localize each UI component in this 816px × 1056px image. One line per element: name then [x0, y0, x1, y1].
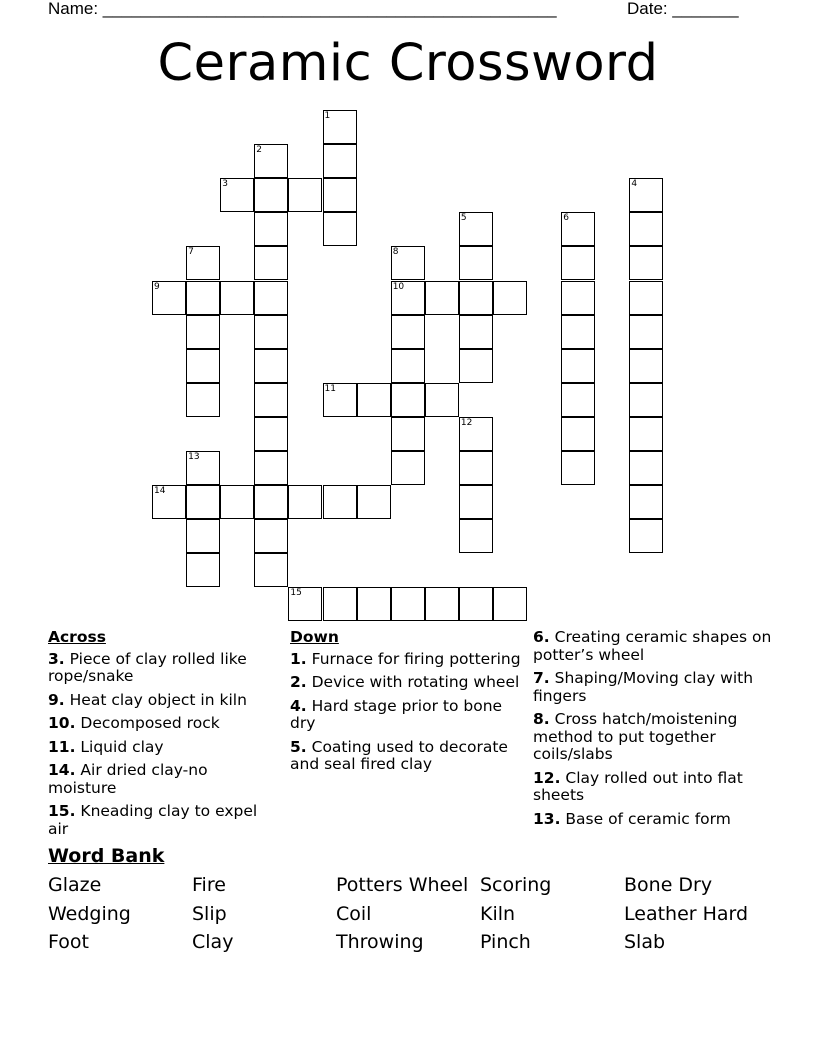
grid-cell[interactable] [561, 212, 595, 246]
bank-word: Throwing [336, 931, 424, 953]
grid-cell[interactable] [391, 246, 425, 280]
grid-cell[interactable] [323, 110, 357, 144]
cell-number: 5 [460, 213, 467, 224]
clue-number: 14. [48, 761, 76, 779]
grid-cell[interactable] [459, 246, 493, 280]
grid-cell[interactable] [391, 315, 425, 349]
cell-number: 10 [392, 281, 405, 292]
grid-cell[interactable] [561, 246, 595, 280]
grid-cell[interactable] [254, 212, 288, 246]
clue-across-3 [48, 651, 278, 686]
grid-cell[interactable] [323, 383, 357, 417]
grid-cell[interactable] [288, 178, 322, 212]
clue-number: 4. [290, 696, 307, 715]
grid-cell[interactable] [357, 383, 391, 417]
grid-cell[interactable] [254, 178, 288, 212]
clue-number: 15. [48, 802, 76, 820]
cell-number: 7 [188, 247, 194, 258]
grid-cell[interactable] [561, 315, 595, 349]
grid-cell[interactable] [323, 178, 357, 212]
grid-cell[interactable] [459, 587, 493, 621]
clue-number: 13. [533, 809, 561, 828]
grid-cell[interactable] [391, 349, 425, 383]
grid-cell[interactable] [220, 485, 254, 519]
grid-cell[interactable] [254, 144, 288, 178]
clue-text: Air dried clay-no moisture [48, 761, 208, 797]
grid-cell[interactable] [459, 281, 493, 315]
clue-down-8 [533, 711, 773, 764]
grid-cell[interactable] [254, 485, 288, 519]
cell-number: 9 [154, 281, 160, 292]
bank-word: Glaze [48, 874, 102, 896]
clue-down-5 [290, 739, 525, 774]
grid-cell[interactable] [391, 417, 425, 451]
grid-cell[interactable] [323, 212, 357, 246]
page-title: Ceramic Crossword [157, 34, 659, 93]
grid-cell[interactable] [629, 315, 663, 349]
bank-word: Fire [192, 874, 226, 896]
clue-number: 10. [48, 714, 76, 732]
clue-number: 2. [290, 673, 307, 691]
clue-across-11 [48, 739, 278, 757]
grid-cell[interactable] [186, 451, 220, 485]
date-field-label: Date: _______ [627, 0, 739, 18]
grid-cell[interactable] [459, 451, 493, 485]
grid-cell[interactable] [254, 246, 288, 280]
grid-cell[interactable] [323, 485, 357, 519]
bank-word: Potters Wheel [336, 874, 469, 896]
grid-cell[interactable] [629, 349, 663, 383]
down-heading: Down [290, 628, 339, 646]
grid-cell[interactable] [357, 587, 391, 621]
grid-cell[interactable] [220, 281, 254, 315]
clue-text: Clay rolled out into flat sheets [533, 768, 743, 804]
bank-word: Slab [624, 931, 666, 953]
grid-cell[interactable] [561, 451, 595, 485]
grid-cell[interactable] [561, 281, 595, 315]
grid-cell[interactable] [629, 383, 663, 417]
cell-number: 12 [460, 417, 473, 428]
grid-cell[interactable] [629, 246, 663, 280]
grid-cell[interactable] [459, 519, 493, 553]
grid-cell[interactable] [254, 417, 288, 451]
cell-number: 14 [154, 486, 166, 497]
grid-cell[interactable] [254, 281, 288, 315]
grid-cell[interactable] [391, 281, 425, 315]
clue-number: 9. [48, 690, 65, 709]
grid-cell[interactable] [186, 383, 220, 417]
grid-cell[interactable] [629, 281, 663, 315]
clue-text: Piece of clay rolled like rope/snake [48, 649, 247, 685]
grid-cell[interactable] [629, 519, 663, 553]
clue-across-14 [48, 762, 278, 797]
clue-text: Decomposed rock [80, 714, 220, 732]
grid-cell[interactable] [254, 553, 288, 587]
grid-cell[interactable] [186, 553, 220, 587]
bank-word: Kiln [480, 903, 516, 925]
grid-cell[interactable] [629, 417, 663, 451]
clue-down-13 [533, 811, 773, 829]
grid-cell[interactable] [152, 281, 186, 315]
clue-text: Creating ceramic shapes on potter’s wheel [533, 628, 772, 664]
clue-across-9 [48, 692, 278, 710]
word-bank-heading: Word Bank [48, 845, 165, 867]
clue-number: 6. [533, 628, 550, 646]
clue-across-10 [48, 715, 278, 733]
clue-number: 11. [48, 737, 76, 756]
bank-word: Wedging [48, 903, 131, 925]
clue-number: 7. [533, 669, 550, 687]
grid-cell[interactable] [459, 315, 493, 349]
grid-cell[interactable] [288, 587, 322, 621]
clue-text: Heat clay object in kiln [69, 690, 247, 709]
clue-text: Base of ceramic form [565, 809, 731, 828]
clue-down-4 [290, 698, 525, 733]
grid-cell[interactable] [391, 451, 425, 485]
grid-cell[interactable] [391, 383, 425, 417]
grid-cell[interactable] [459, 349, 493, 383]
clue-number: 12. [533, 768, 561, 787]
grid-cell[interactable] [254, 519, 288, 553]
bank-word: Foot [48, 931, 89, 953]
bank-word: Pinch [480, 931, 531, 953]
grid-cell[interactable] [323, 587, 357, 621]
grid-cell[interactable] [186, 349, 220, 383]
grid-cell[interactable] [459, 485, 493, 519]
grid-cell[interactable] [629, 485, 663, 519]
cell-number: 3 [222, 179, 228, 190]
cell-number: 15 [290, 588, 302, 599]
across-clues [48, 629, 278, 844]
cell-number: 13 [188, 452, 200, 462]
clue-text: Hard stage prior to bone dry [290, 696, 503, 732]
grid-cell[interactable] [561, 383, 595, 417]
cell-number: 11 [324, 383, 336, 394]
grid-cell[interactable] [323, 144, 357, 178]
grid-cell[interactable] [254, 315, 288, 349]
clue-down-1 [290, 651, 525, 669]
down-clues-continued [533, 629, 773, 834]
grid-cell[interactable] [561, 417, 595, 451]
grid-cell[interactable] [561, 349, 595, 383]
grid-cell[interactable] [459, 212, 493, 246]
grid-cell[interactable] [493, 281, 527, 315]
grid-cell[interactable] [493, 587, 527, 621]
grid-cell[interactable] [425, 383, 459, 417]
bank-word: Scoring [480, 874, 552, 896]
clue-number: 8. [533, 710, 550, 728]
bank-word: Bone Dry [624, 874, 713, 896]
clue-down-7 [533, 670, 773, 705]
grid-cell[interactable] [629, 212, 663, 246]
grid-cell[interactable] [186, 246, 220, 280]
cell-number: 8 [392, 247, 399, 258]
clue-text: Shaping/Moving clay with fingers [533, 669, 754, 705]
grid-cell[interactable] [288, 485, 322, 519]
grid-cell[interactable] [391, 587, 425, 621]
clue-text: Liquid clay [80, 737, 164, 756]
grid-cell[interactable] [254, 349, 288, 383]
name-field-label: Name: ________________________________________________ [48, 0, 557, 18]
clue-text: Furnace for firing pottering [311, 649, 521, 668]
grid-cell[interactable] [629, 178, 663, 212]
grid-cell[interactable] [186, 519, 220, 553]
across-heading: Across [48, 628, 106, 646]
grid-cell[interactable] [220, 178, 254, 212]
grid-cell[interactable] [186, 485, 220, 519]
cell-number: 1 [324, 111, 331, 121]
grid-cell[interactable] [186, 315, 220, 349]
grid-cell[interactable] [254, 383, 288, 417]
grid-cell[interactable] [186, 281, 220, 315]
clue-text: Cross hatch/moistening method to put together coils/slabs [533, 710, 738, 763]
clue-number: 1. [290, 649, 307, 668]
clue-text: Device with rotating wheel [311, 673, 520, 691]
clue-text: Kneading clay to expel air [48, 802, 258, 838]
clue-down-12 [533, 770, 773, 805]
cell-number: 4 [631, 179, 638, 190]
bank-word: Leather Hard [624, 903, 749, 925]
clue-number: 3. [48, 649, 65, 668]
grid-cell[interactable] [357, 485, 391, 519]
grid-cell[interactable] [629, 451, 663, 485]
clue-across-15 [48, 803, 278, 838]
grid-cell[interactable] [459, 417, 493, 451]
grid-cell[interactable] [152, 485, 186, 519]
cell-number: 6 [563, 213, 569, 224]
grid-cell[interactable] [425, 281, 459, 315]
bank-word: Slip [192, 903, 227, 925]
grid-cell[interactable] [254, 451, 288, 485]
clue-down-6 [533, 629, 773, 664]
bank-word: Coil [336, 903, 372, 925]
clue-down-2 [290, 674, 525, 692]
grid-cell[interactable] [425, 587, 459, 621]
clue-text: Coating used to decorate and seal fired clay [290, 737, 508, 773]
down-clues [290, 629, 525, 780]
clue-number: 5. [290, 737, 307, 756]
bank-word: Clay [192, 931, 234, 953]
cell-number: 2 [256, 145, 263, 156]
